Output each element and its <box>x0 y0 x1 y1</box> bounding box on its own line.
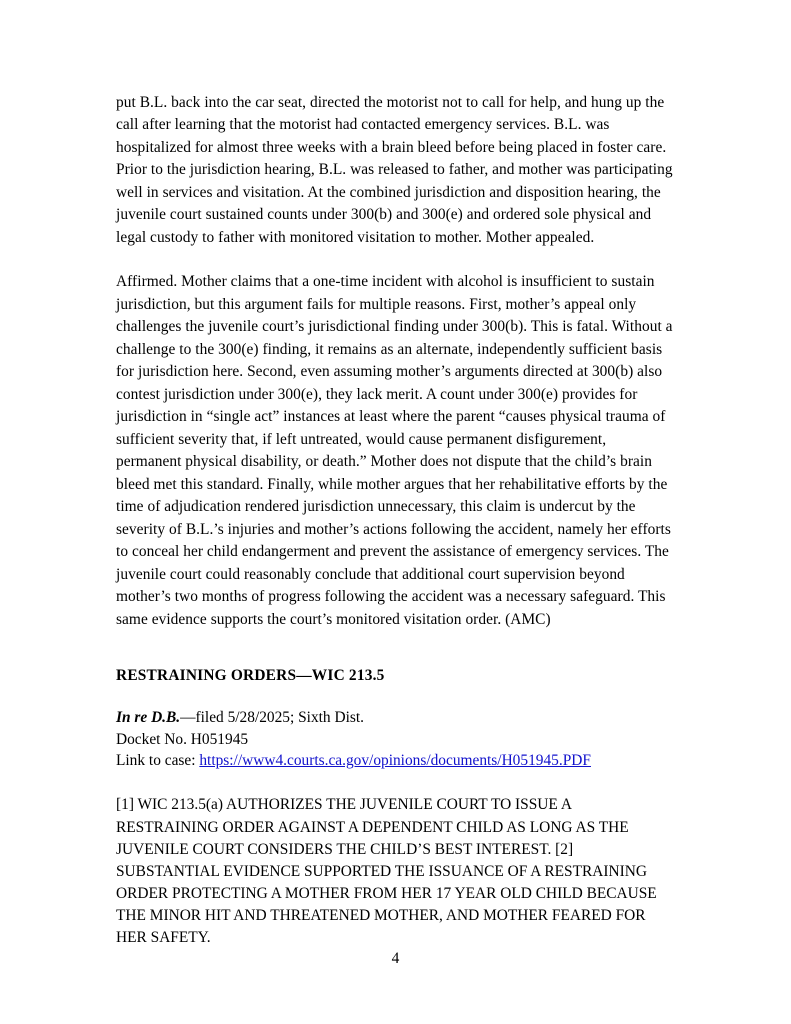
holding-summary: [1] WIC 213.5(a) AUTHORIZES THE JUVENILE COURT TO ISSUE A RESTRAINING ORDER AGAINST A DEPENDENT CHILD AS LONG AS THE JUVENILE COURT CONSIDERS THE CHILD’S BEST INTEREST. [2] SUBSTANTIAL EVIDENCE SUPPORTED THE ISSUANCE OF A RESTRAINING ORDER PROTECTING A MOTHER FROM HER 17 YEAR OLD CHILD BECAUSE THE MINOR HIT AND THREATENED MOTHER, AND MOTHER FEARED FOR HER SAFETY. <box>116 796 657 947</box>
paragraph-affirmed: Affirmed. Mother claims that a one-time incident with alcohol is insufficient to sustain jurisdiction, but this argument fails for multiple reasons. First, mother’s appeal only challenges the juvenile court’s jurisdictional finding under 300(b). This is fatal. Without a challenge to the 300(e) finding, it remains as an alternate, independently sufficient basis for jurisdiction here. Second, even assuming mother’s arguments directed at 300(b) also contest jurisdiction under 300(e), they lack merit. A count under 300(e) provides for jurisdiction in “single act” instances at least where the parent “causes physical trauma of sufficient severity that, if left untreated, would cause permanent disfigurement, permanent physical disability, or death.” Mother does not dispute that the child’s brain bleed met this standard. Finally, while mother argues that her rehabilitative efforts by the time of adjudication rendered jurisdiction unnecessary, this claim is undercut by the severity of B.L.’s injuries and mother’s actions following the accident, namely her efforts to conceal her child endangerment and prevent the assistance of emergency services. The juvenile court could reasonably conclude that additional court supervision beyond mother’s two months of progress following the accident was a necessary safeguard. This same evidence supports the court’s monitored visitation order. (AMC) <box>116 273 673 628</box>
docket-number: Docket No. H051945 <box>116 730 249 748</box>
case-filing-info: —filed 5/28/2025; Sixth Dist. <box>180 708 364 726</box>
paragraph-continuation: put B.L. back into the car seat, directed the motorist not to call for help, and hung up the call after learning that the motorist had contacted emergency services. B.L. was hospitalized for almost three weeks with a brain bleed before being placed in foster care. Prior to the jurisdiction hearing, B.L. was released to father, and mother was participating well in services and visitation. At the combined jurisdiction and disposition hearing, the juvenile court sustained counts under 300(b) and 300(e) and ordered sole physical and legal custody to father with monitored visitation to mother. Mother appealed. <box>116 94 673 246</box>
case-name: In re D.B. <box>116 708 181 726</box>
case-link-line <box>116 750 675 772</box>
case-citation-line <box>116 707 675 729</box>
page-number: 4 <box>391 950 400 967</box>
section-heading: RESTRAINING ORDERS—WIC 213.5 <box>116 667 385 685</box>
case-link[interactable]: https://www4.courts.ca.gov/opinions/documents/H051945.PDF <box>199 752 591 770</box>
link-label: Link to case: <box>116 752 200 770</box>
